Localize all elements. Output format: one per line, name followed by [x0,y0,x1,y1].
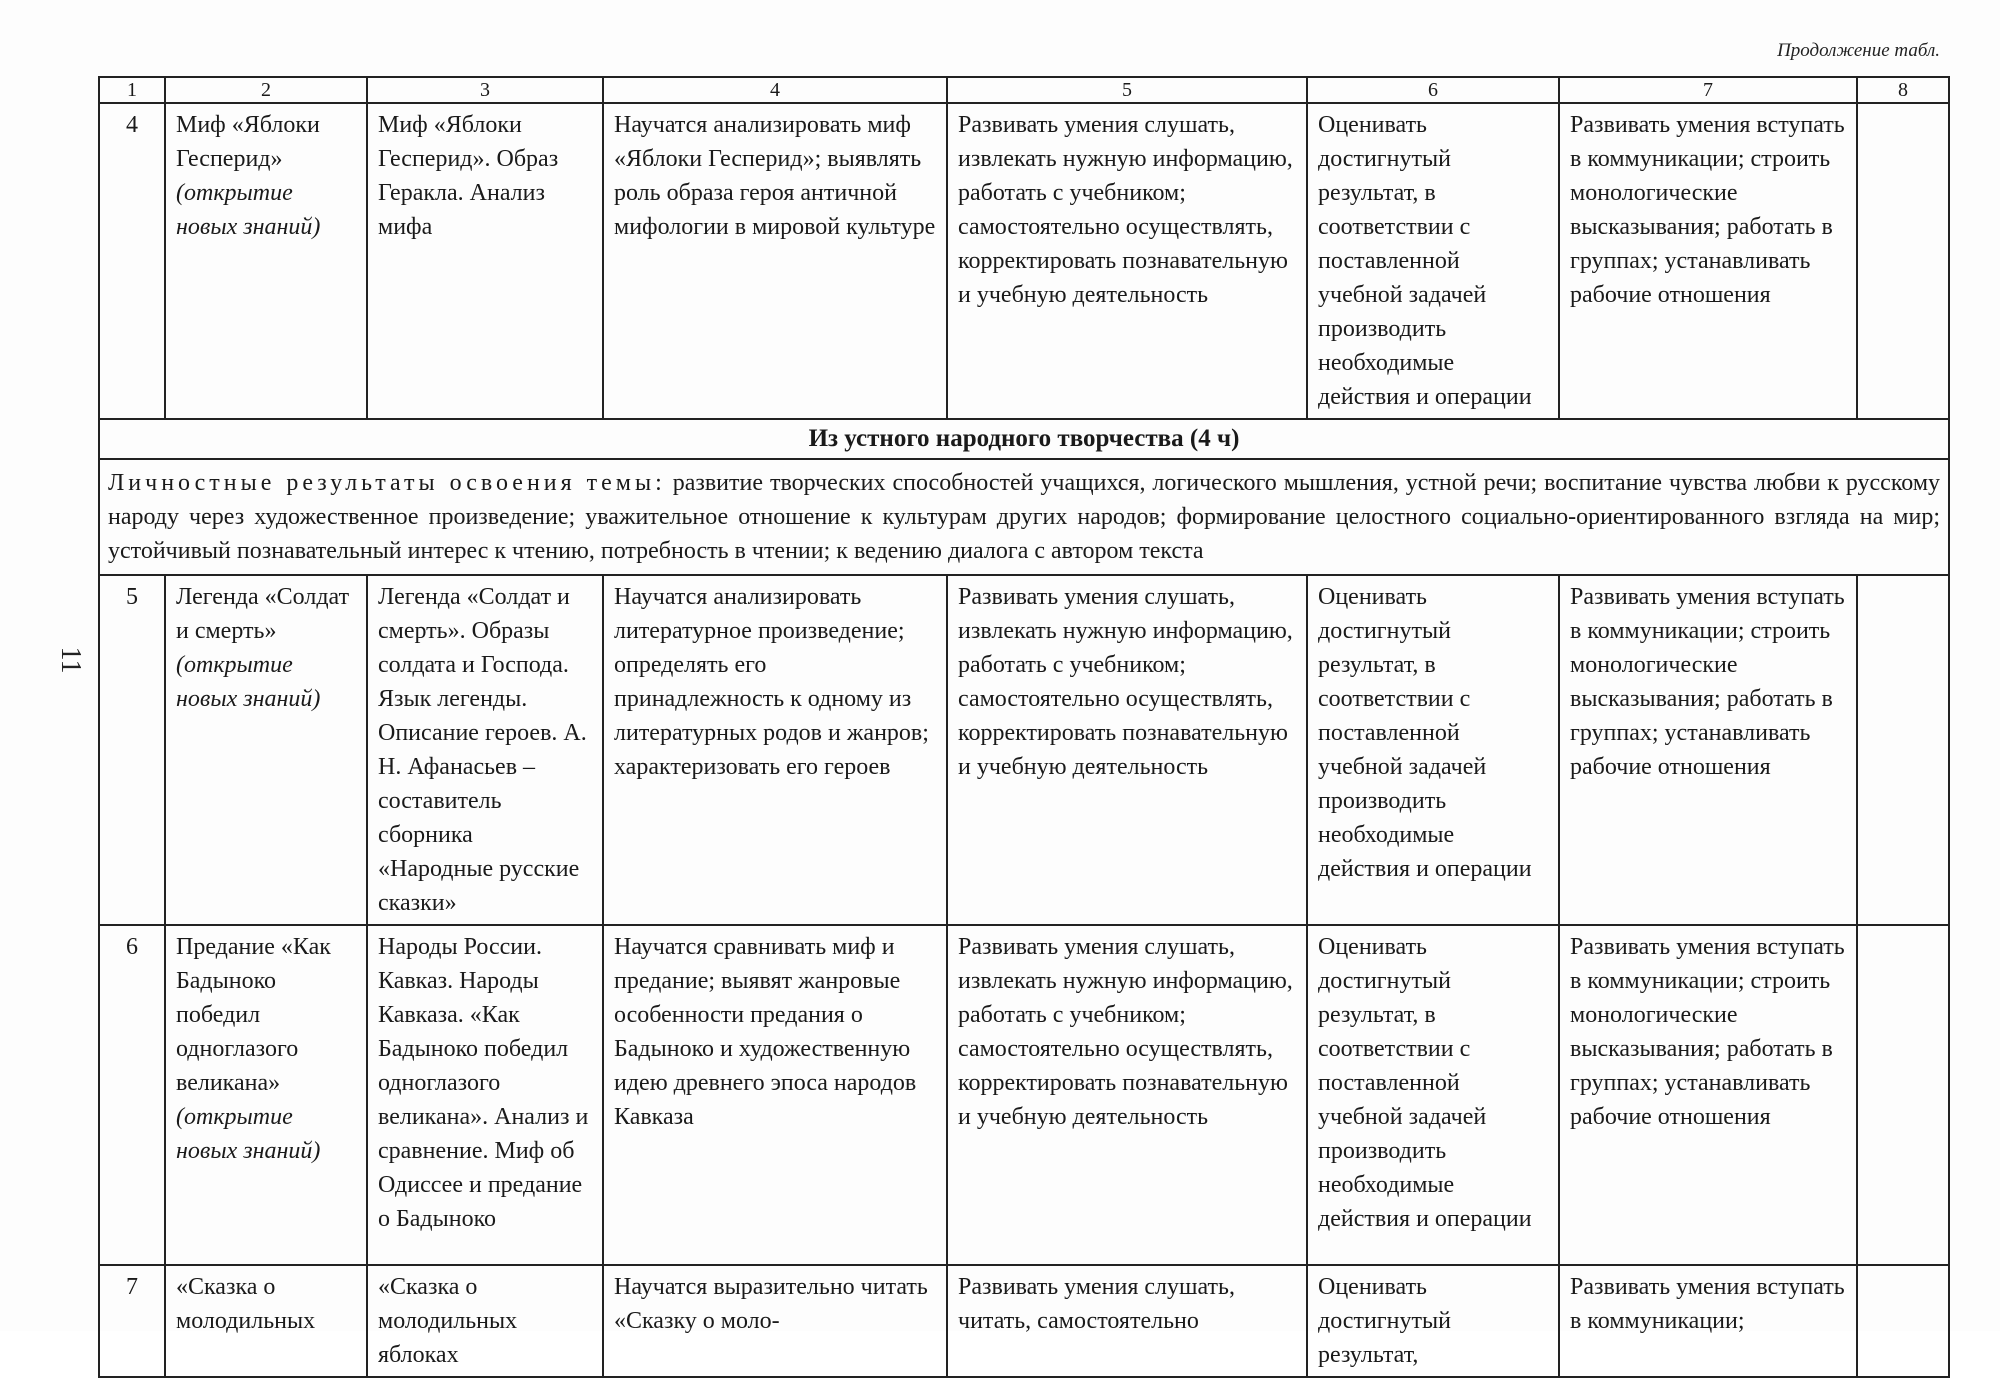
lesson-topic-cell [165,925,367,1265]
lesson-number: 5 [99,575,165,925]
cognitive-uud: Развивать умения слушать, извлекать нужную информацию, работать с учебником; самостоятельно осуществлять, корректировать познавательную и учебную деятельность [947,575,1307,925]
lesson-number: 6 [99,925,165,1265]
table-row [99,1265,1949,1377]
lesson-plan-table [98,76,1950,1378]
column-number: 6 [1307,77,1559,103]
column-8-cell [1857,103,1949,419]
lesson-content: Легенда «Солдат и смерть». Образы солдата и Господа. Язык легенды. Описание героев. А. Н. Афанасьев – составитель сборника «Народные русские сказки» [367,575,603,925]
column-8-cell [1857,1265,1949,1377]
section-title: Из устного народного творчества (4 ч) [99,419,1949,459]
regulative-uud: Оценивать достигнутый результат, в соответствии с поставленной учебной задачей производить необходимые действия и операции [1307,575,1559,925]
subject-results: Научатся анализировать миф «Яблоки Гесперид»; выявлять роль образа героя античной мифологии в мировой культуре [603,103,947,419]
lesson-type: (открытие новых знаний) [176,652,321,712]
column-8-cell [1857,925,1949,1265]
column-number: 2 [165,77,367,103]
lesson-content: Народы России. Кавказ. Народы Кавказа. «Как Бадыноко победил одноглазого великана». Анализ и сравнение. Миф об Одиссее и предание о Бадыноко [367,925,603,1265]
lesson-topic-cell [165,1265,367,1377]
column-8-cell [1857,575,1949,925]
column-number: 3 [367,77,603,103]
column-number: 4 [603,77,947,103]
table-row [99,575,1949,925]
page-number: 11 [55,646,86,674]
cognitive-uud: Развивать умения слушать, читать, самостоятельно [947,1265,1307,1377]
regulative-uud: Оценивать достигнутый результат, в соответствии с поставленной учебной задачей производить необходимые действия и операции [1307,925,1559,1265]
lesson-topic-cell [165,575,367,925]
table-row [99,925,1949,1265]
table-continuation-caption: Продолжение табл. [1777,40,1940,61]
communicative-uud: Развивать умения вступать в коммуникации; строить монологические высказывания; работать в группах; устанавливать рабочие отношения [1559,925,1857,1265]
lesson-title: Миф «Яблоки Гесперид» [176,112,320,172]
personal-results-label: Личностные результаты освоения темы: [108,470,666,496]
regulative-uud: Оценивать достигнутый результат, в соответствии с поставленной учебной задачей производить необходимые действия и операции [1307,103,1559,419]
personal-results-text: развитие творческих способностей учащихся, логического мышления, устной речи; воспитание чувства любви к русскому народу через художественное произведение; уважительное отношение к культурам других народов; формирование целостного социально-ориентированного взгляда на мир; устойчивый познавательный интерес к чтению, потребность в чтении; к ведению диалога с автором текста [108,470,1941,564]
personal-results-cell [99,459,1949,575]
communicative-uud: Развивать умения вступать в коммуникации; [1559,1265,1857,1377]
subject-results: Научатся выразительно читать «Сказку о моло- [603,1265,947,1377]
lesson-content: Миф «Яблоки Гесперид». Образ Геракла. Анализ мифа [367,103,603,419]
communicative-uud: Развивать умения вступать в коммуникации; строить монологические высказывания; работать в группах; устанавливать рабочие отношения [1559,575,1857,925]
column-number: 5 [947,77,1307,103]
regulative-uud: Оценивать достигнутый результат, [1307,1265,1559,1377]
lesson-title: «Сказка о молодильных [176,1274,316,1334]
lesson-number: 7 [99,1265,165,1377]
lesson-number: 4 [99,103,165,419]
cognitive-uud: Развивать умения слушать, извлекать нужную информацию, работать с учебником; самостоятельно осуществлять, корректировать познавательную и учебную деятельность [947,925,1307,1265]
lesson-topic-cell [165,103,367,419]
table-row [99,103,1949,419]
lesson-title: Предание «Как Бадыноко победил одноглазого великана» [176,934,331,1096]
lesson-type: (открытие новых знаний) [176,1104,321,1164]
cognitive-uud: Развивать умения слушать, извлекать нужную информацию, работать с учебником; самостоятельно осуществлять, корректировать познавательную и учебную деятельность [947,103,1307,419]
section-title-row [99,419,1949,459]
column-number: 7 [1559,77,1857,103]
lesson-type: (открытие новых знаний) [176,180,321,240]
lesson-content: «Сказка о молодильных яблоках [367,1265,603,1377]
subject-results: Научатся анализировать литературное произведение; определять его принадлежность к одному из литературных родов и жанров; характеризовать его героев [603,575,947,925]
column-number: 8 [1857,77,1949,103]
lesson-title: Легенда «Солдат и смерть» [176,584,350,644]
column-number: 1 [99,77,165,103]
subject-results: Научатся сравнивать миф и предание; выявят жанровые особенности предания о Бадыноко и художественную идею древнего эпоса народов Кавказа [603,925,947,1265]
communicative-uud: Развивать умения вступать в коммуникации; строить монологические высказывания; работать в группах; устанавливать рабочие отношения [1559,103,1857,419]
personal-results-row [99,459,1949,575]
column-number-row [99,77,1949,103]
